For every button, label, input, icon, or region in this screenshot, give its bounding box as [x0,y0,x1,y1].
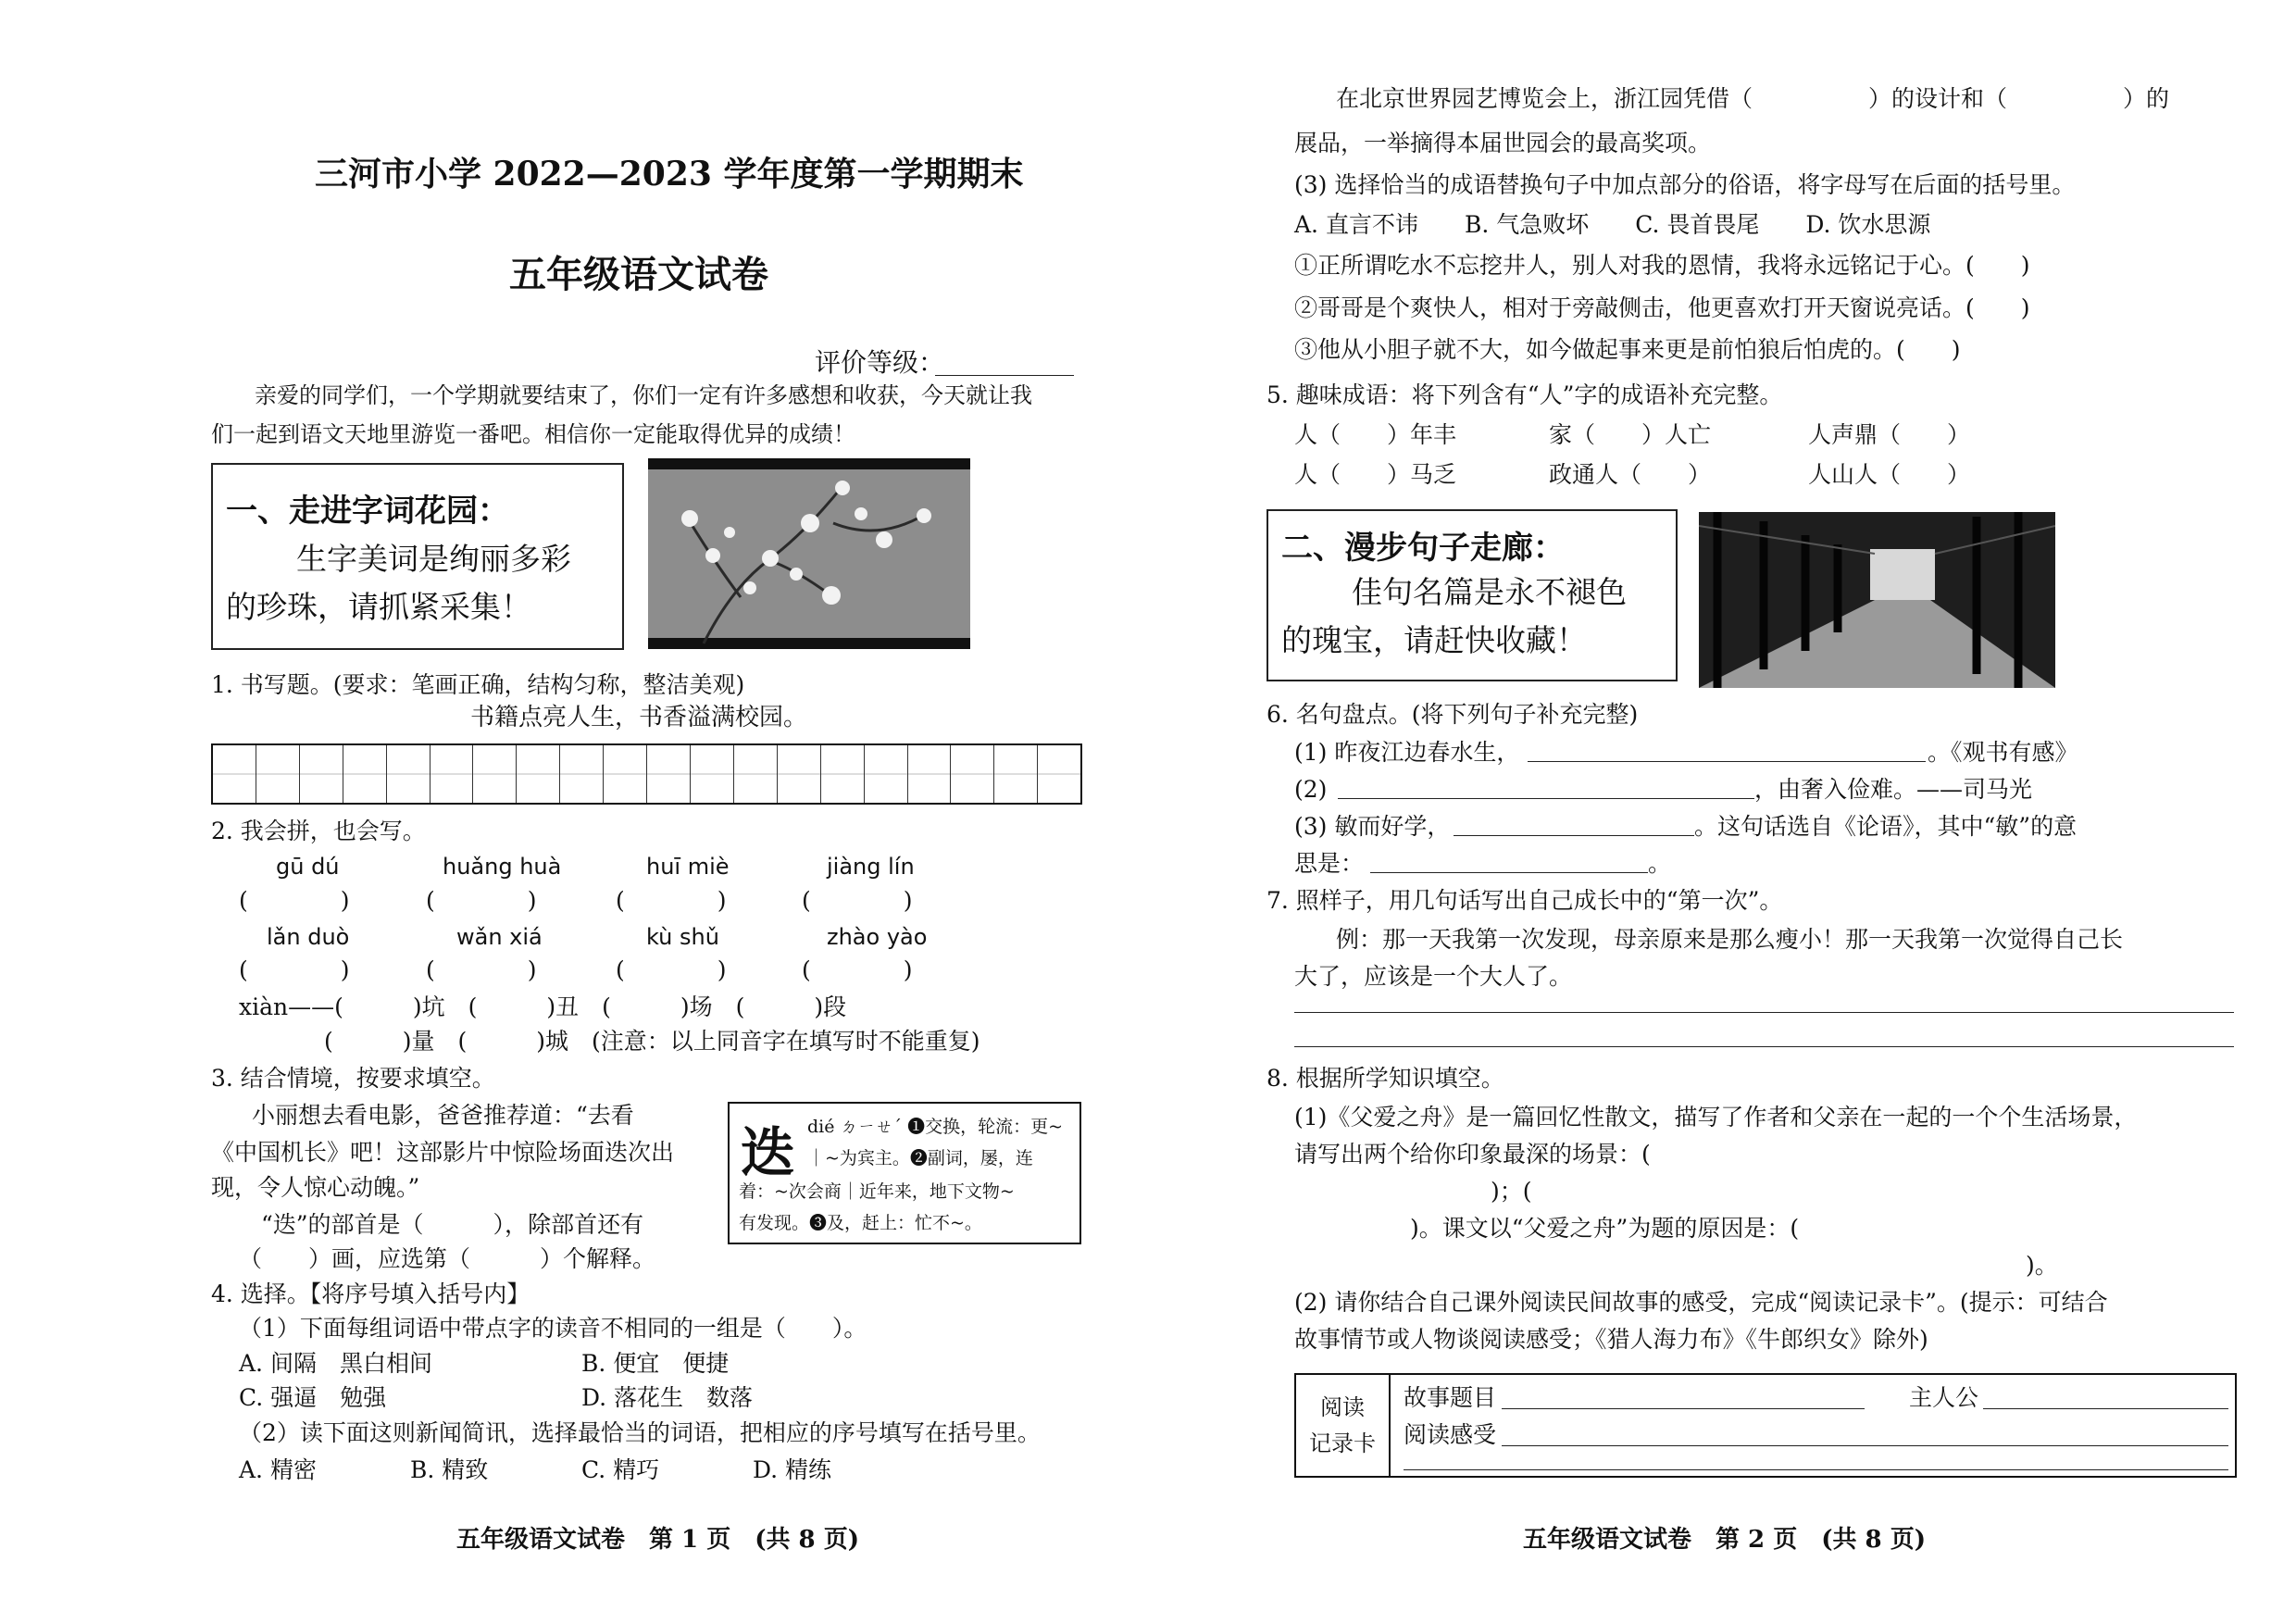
q6-blank3[interactable] [1454,835,1694,836]
q7-answer-line2[interactable] [1294,1046,2234,1047]
q1-label: 1. 书写题。(要求：笔画正确，结构匀称，整洁美观) [211,671,745,698]
section2-body-line2: 的瑰宝，请赶快收藏！ [1281,622,1587,658]
q4-3-s1: ①正所谓吃水不忘挖井人，别人对我的恩情，我将永远铭记于心。( ) [1294,252,2030,279]
pinyin-2: huǎng huà [443,854,562,880]
right-footer: 五年级语文试卷 第 2 页 (共 8 页) [1523,1526,1926,1554]
blank-8[interactable]: ( ) [802,956,913,983]
q5-label: 5. 趣味成语：将下列含有“人”字的成语补充完整。 [1267,381,1783,408]
dictionary-entry [728,1102,1081,1244]
q7-example2: 大了，应该是一个大人了。 [1294,963,1573,990]
dict-line3: 着：~次会商｜近年来，地下文物~ [739,1181,1015,1202]
writing-grid[interactable] [211,743,1082,805]
card-feel-blank2[interactable] [1404,1469,2228,1470]
blossom-photo [648,458,970,649]
word-c: C. 精巧 [581,1456,660,1483]
section1-heading: 一、走进字词花园： [226,493,509,530]
q3-line4: “迭”的部首是（ ），除部首还有 [261,1211,644,1238]
blank-6[interactable]: ( ) [426,956,537,983]
q8-p4: )。课文以“父爱之舟”为题的原因是：( [1410,1215,1800,1242]
q6-blank2[interactable] [1338,798,1754,799]
q6-l1a: (1) 昨夜江边春水生， [1294,739,1520,766]
card-title-label: 故事题目 [1404,1384,1497,1411]
reading-record-card [1294,1373,2237,1478]
q4-sub2: （2）读下面这则新闻简讯，选择最恰当的词语，把相应的序号填写在括号里。 [239,1419,1041,1446]
q8-p3: )；( [1491,1178,1532,1205]
q7-example1: 例：那一天我第一次发现，母亲原来是那么瘦小！那一天我第一次觉得自己长 [1336,926,2124,953]
word-d: D. 精练 [753,1456,832,1483]
q6-l3a: (3) 敏而好学， [1294,813,1451,840]
q6-l4b: 。 [1648,850,1672,877]
card-body [1390,1374,2236,1477]
card-hero-label: 主人公 [1909,1384,1979,1411]
section2-body-line1: 佳句名篇是永不褪色 [1352,574,1627,610]
corridor-photo [1699,512,2055,688]
idiom-1: 人（ ）年丰 [1294,421,1457,448]
idiom-5: 政通人（ ） [1549,461,1712,488]
q6-label: 6. 名句盘点。(将下列句子补充完整) [1267,701,1639,728]
q6-l2b: ，由奢入俭难。——司马光 [1754,776,2033,803]
section2-banner [1267,509,1678,681]
pinyin-4: jiàng lín [827,854,915,880]
dict-line2: ｜~为宾主。❷副词，屡，连 [807,1148,1033,1168]
section1-body-line1: 生字美词是绚丽多彩 [296,541,571,577]
q7-label: 7. 照样子，用几句话写出自己成长中的“第一次”。 [1267,887,1783,914]
q1-sentence: 书籍点亮人生，书香溢满校园。 [470,704,808,731]
pinyin-7: kù shǔ [646,924,719,950]
q7-answer-line1[interactable] [1294,1012,2234,1013]
q6-blank1[interactable] [1528,761,1926,762]
q2-label: 2. 我会拼，也会写。 [211,818,426,844]
q8-p6: (2) 请你结合自己课外阅读民间故事的感受，完成“阅读记录卡”。(提示：可结合 [1294,1289,2108,1316]
q4-3-s2: ②哥哥是个爽快人，相对于旁敲侧击，他更喜欢打开天窗说亮话。( ) [1294,294,2030,321]
intro-line2: 们一起到语文天地里游览一番吧。相信你一定能取得优异的成绩！ [211,421,855,447]
word-a: A. 精密 [239,1456,317,1483]
section1-body-line2: 的珍珠，请抓紧采集！ [226,589,531,625]
q3-label: 3. 结合情境，按要求填空。 [211,1065,495,1092]
card-feel-label: 阅读感受 [1404,1421,1497,1448]
q6-l4a: 思是： [1294,850,1365,877]
xian-line1: xiàn——( )坑 ( )丑 ( )场 ( )段 [239,993,847,1020]
dict-char: 迭 [741,1121,795,1184]
blank-2[interactable]: ( ) [426,887,537,914]
blank-3[interactable]: ( ) [616,887,727,914]
card-title-blank[interactable] [1502,1408,1865,1409]
q4-label: 4. 选择。【将序号填入括号内】 [211,1280,530,1307]
grade-label: 评价等级： [815,347,945,378]
left-footer: 五年级语文试卷 第 1 页 (共 8 页) [456,1526,859,1554]
q4-3-s3: ③他从小胆子就不大，如今做起事来更是前怕狼后怕虎的。( ) [1294,336,1961,363]
xian-line2: ( )量 ( )城 (注意：以上同音字在填写时不能重复) [324,1028,980,1055]
q3-line1: 小丽想去看电影，爸爸推荐道：“去看 [252,1102,634,1129]
pinyin-5: lǎn duò [267,924,350,950]
idiom-3: 人声鼎（ ） [1808,421,1971,448]
intro-line1: 亲爱的同学们，一个学期就要结束了，你们一定有许多感想和收获，今天就让我 [255,382,1032,408]
q6-l2a: (2) [1294,776,1328,803]
card-feel-blank1[interactable] [1502,1445,2228,1446]
q6-l1b: 。《观书有感》 [1928,739,2078,766]
dict-line4: 有发现。❸及，赶上：忙不~。 [739,1213,982,1233]
dict-line1: dié ㄉㄧㄝˊ ❶交换，轮流：更~ [807,1117,1063,1137]
q4-opt-b: B. 便宜 便捷 [581,1350,730,1377]
q4-sub1: （1）下面每组词语中带点字的读音不相同的一组是（ ）。 [239,1315,867,1342]
exam-title: 五年级语文试卷 [509,253,768,296]
news-line2: 展品，一举摘得本届世园会的最高奖项。 [1294,130,1712,156]
blank-4[interactable]: ( ) [802,887,913,914]
q4-opt-d: D. 落花生 数落 [581,1384,754,1411]
q8-p1: (1)《父爱之舟》是一篇回忆性散文，描写了作者和父亲在一起的一个个生活场景， [1294,1104,2138,1131]
q3-line3: 现，令人惊心动魄。” [211,1174,420,1201]
q4-3-options: A. 直言不讳 B. 气急败坏 C. 畏首畏尾 D. 饮水思源 [1294,211,1931,238]
word-b: B. 精致 [410,1456,489,1483]
news-line1: 在北京世界园艺博览会上，浙江园凭借（ ）的设计和（ ）的 [1336,85,2170,112]
q4-opt-c: C. 强逼 勉强 [239,1384,387,1411]
grade-blank[interactable] [935,375,1074,376]
q6-blank4[interactable] [1370,872,1648,873]
q3-line2: 《中国机长》吧！这部影片中惊险场面迭次出 [211,1139,675,1166]
blank-7[interactable]: ( ) [616,956,727,983]
pinyin-8: zhào yào [827,924,928,950]
blank-5[interactable]: ( ) [239,956,350,983]
q8-p5: )。 [2026,1252,2058,1279]
q8-label: 8. 根据所学知识填空。 [1267,1065,1504,1092]
blank-1[interactable]: ( ) [239,887,350,914]
section1-banner [211,463,624,650]
pinyin-3: huī miè [646,854,730,880]
section2-heading: 二、漫步句子走廊： [1281,530,1565,567]
idiom-4: 人（ ）马乏 [1294,461,1457,488]
card-hero-blank[interactable] [1983,1408,2228,1409]
pinyin-1: gū dú [276,854,340,880]
idiom-2: 家（ ）人亡 [1549,421,1712,448]
right-page [1148,0,2296,1624]
card-side-label: 阅读 记录卡 [1295,1374,1390,1477]
q8-p2: 请写出两个给你印象最深的场景：( [1294,1141,1651,1168]
q4-opt-a: A. 间隔 黑白相间 [239,1350,432,1377]
q4-3-label: (3) 选择恰当的成语替换句子中加点部分的俗语，将字母写在后面的括号里。 [1294,171,2076,198]
q3-line5: （ ）画，应选第（ ）个解释。 [239,1245,656,1272]
pinyin-6: wǎn xiá [456,924,543,950]
q6-l3b: 。这句话选自《论语》，其中“敏”的意 [1694,813,2078,840]
idiom-6: 人山人（ ） [1808,461,1971,488]
school-title: 三河市小学 2022—2023 学年度第一学期期末 [315,155,1024,194]
q8-p7: 故事情节或人物谈阅读感受；《猎人海力布》《牛郎织女》除外) [1294,1326,1928,1353]
